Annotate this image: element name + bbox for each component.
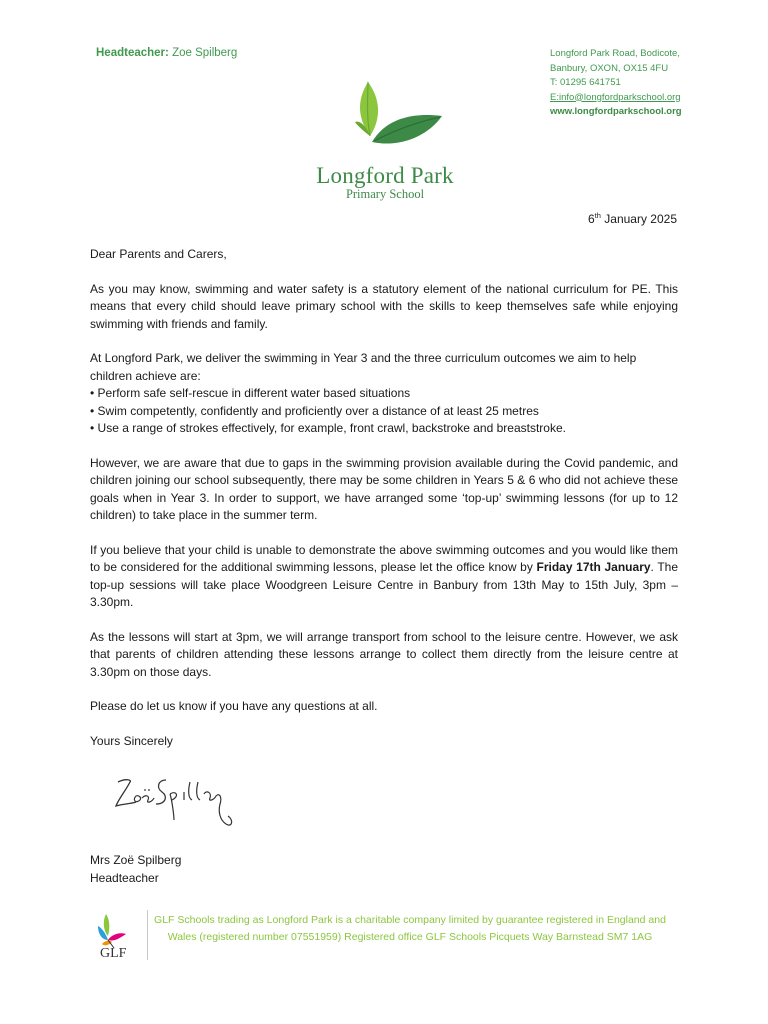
headteacher-label: Headteacher: [96, 47, 169, 59]
deadline-date: Friday 17th January [536, 560, 651, 574]
paragraph-questions: Please do let us know if you have any questions at all. [90, 699, 378, 713]
deadline-text-before: If you believe that your child is unable to demonstrate the above swimming outcomes and you would like them to be considered for the additional swimming lessons, please let the office know by [90, 542, 678, 574]
footer-registration-text: GLF Schools trading as Longford Park is a charitable company limited by guarantee registered in England and Wales (registered number 07551959) Registered office GLF Schools Picquets Way Barnstead SM7 1AG [154, 914, 666, 943]
list-item: • Perform safe self-rescue in different water based situations [90, 386, 411, 400]
glf-logo-text: GLF [100, 946, 127, 961]
letter-date [588, 211, 677, 226]
signatory [90, 852, 181, 887]
date-month-year: January 2025 [600, 212, 677, 226]
salutation: Dear Parents and Carers, [90, 247, 227, 261]
handwritten-signature [108, 770, 248, 840]
list-item: • Swim competently, confidently and proficiently over a distance of at least 25 metres [90, 403, 539, 418]
phone-number: T: 01295 641751 [550, 77, 621, 88]
headteacher-line [96, 47, 237, 59]
footer-divider [147, 910, 148, 960]
email-link[interactable]: E:info@longfordparkschool.org [550, 91, 681, 103]
paragraph-covid-gaps: However, we are aware that due to gaps in the swimming provision available during the Covid pandemic, and children joining our school subsequently, there may be some children in Years 5 & 6 who did not achieve these goals when in Year 3. In order to support, we have arranged some ‘top-up’ swimming lessons (for up to 12 children) to take place in the summer term. [90, 455, 678, 522]
website-link[interactable]: www.longfordparkschool.org [550, 106, 682, 117]
school-subtitle: Primary School [345, 187, 425, 201]
address-line-2: Banbury, OXON, OX15 4FU [550, 62, 669, 74]
school-logo [300, 78, 470, 203]
paragraph-outcomes-intro: At Longford Park, we deliver the swimming in Year 3 and the three curriculum outcomes we aim to help children achieve are: [90, 351, 637, 383]
signatory-title: Headteacher [90, 870, 159, 885]
paragraph-curriculum: As you may know, swimming and water safety is a statutory element of the national curriculum for PE. This means that every child should leave primary school with the skills to keep themselves safe while enjoying swimming with friends and family. [90, 281, 678, 331]
deadline-text-after: . The top-up sessions will take place Woodgreen Leisure Centre in Banbury from 13th May to 15th July, 3pm –3.30pm. [90, 560, 678, 609]
list-item: • Use a range of strokes effectively, for example, front crawl, backstroke and breaststroke. [90, 421, 566, 435]
letter-body [90, 246, 678, 767]
glf-logo [92, 910, 152, 965]
paragraph-deadline [90, 542, 678, 612]
headteacher-name: Zoe Spilberg [172, 47, 238, 59]
school-address-block [550, 47, 682, 120]
date-day: 6 [587, 212, 595, 226]
address-line-1: Longford Park Road, Bodicote, [550, 48, 680, 59]
paragraph-transport: As the lessons will start at 3pm, we will arrange transport from school to the leisure centre. However, we ask that parents of children attending these lessons arrange to collect them directly from the leisure centre at 3.30pm on those days. [90, 629, 678, 679]
school-name: Longford Park [316, 163, 454, 188]
signatory-name: Mrs Zoë Spilberg [90, 853, 182, 867]
closing: Yours Sincerely [90, 733, 173, 748]
date-suffix: th [594, 211, 601, 220]
outcomes-list [90, 385, 678, 438]
leaf-logo-icon [300, 78, 470, 163]
